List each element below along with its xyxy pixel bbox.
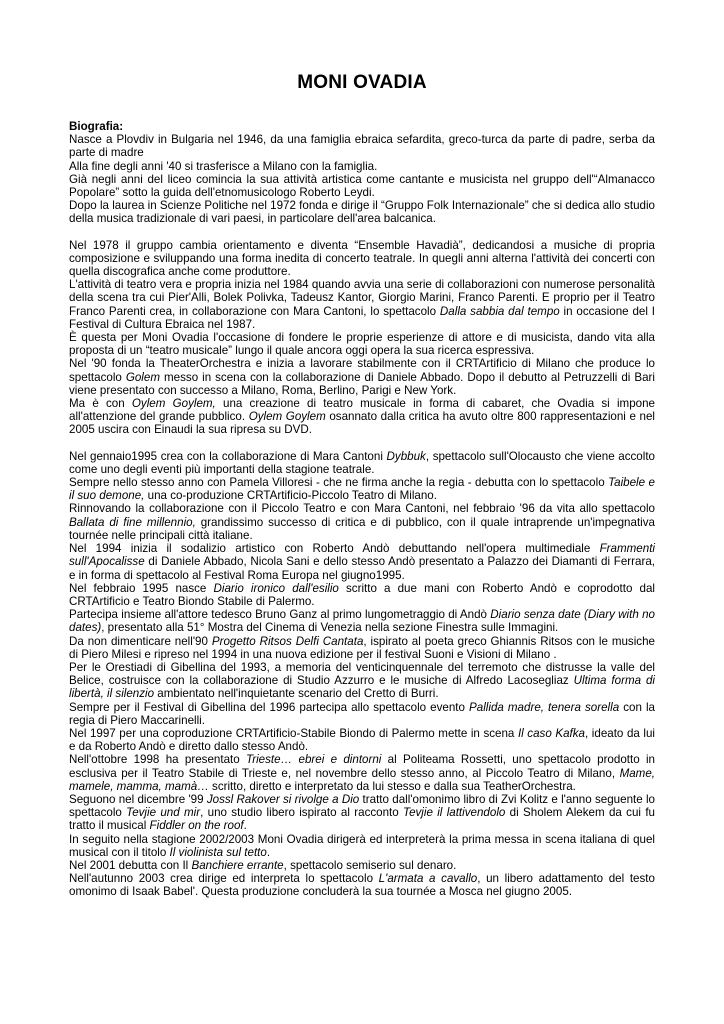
- paragraph: [69, 753, 655, 793]
- italic-title-text: Il violinista sul tetto: [169, 845, 267, 859]
- paragraph: [69, 450, 655, 476]
- italic-title-text: Progetto Ritsos Delfi Cantata: [211, 634, 364, 648]
- paragraph-text: Partecipa insieme all'attore tedesco Bruno Ganz al primo lungometraggio di Andò: [69, 608, 491, 622]
- paragraph-text: Da non dimenticare nell'90: [69, 634, 212, 648]
- paragraph: [69, 357, 655, 397]
- paragraph-text: scritto a due mani con Roberto Andò e coprodotto dal CRTArtificio e Teatro Biondo Stabile di Palermo.: [69, 581, 655, 608]
- paragraph-text: Nel febbraio 1995 nasce: [69, 581, 214, 595]
- paragraph-text: , ispirato al poeta greco Ghiannis Ritsos con le musiche di Piero Milesi e ripreso nel 1994 in una nuova edizione per il festival Suoni e Visioni di Milano .: [69, 634, 655, 661]
- paragraph: [69, 173, 655, 199]
- paragraph: [69, 239, 655, 279]
- paragraph-text: Rinnovando la collaborazione con il Piccolo Teatro e con Mara Cantoni, nel febbraio '96 da vita allo spettacolo: [69, 502, 655, 516]
- italic-title-text: Tevjie und mir: [126, 806, 201, 820]
- paragraph-text: Nel '90 fonda la TheaterOrchestra e inizia a lavorare stabilmente con il CRTArtificio di Milano che produce lo spettacolo: [69, 357, 655, 384]
- paragraph: [69, 859, 655, 872]
- italic-title-text: Tevjie il lattivendolo: [403, 806, 506, 820]
- italic-title-text: Frammenti sull'Apocalisse: [69, 542, 655, 569]
- paragraph-spacer: [69, 226, 655, 239]
- italic-title-text: Taibele e il suo demone,: [69, 476, 655, 503]
- paragraph-text: Nasce a Plovdiv in Bulgaria nel 1946, da una famiglia ebraica sefardita, greco-turca da parte di padre, serba da parte di madre: [69, 133, 655, 160]
- paragraph: [69, 833, 655, 859]
- paragraph-text: scritto, diretto e interpretato da lui stesso e dalla sua TeatherOrchestra.: [208, 779, 576, 793]
- paragraph-text: Ma è con: [69, 397, 132, 411]
- paragraph-text: Nel 1978 il gruppo cambia orientamento e diventa “Ensemble Havadià”, dedicandosi a musiche di propria composizione e sviluppando una forma inedita di concerto teatrale. In quegli anni alterna l'attività dei concerti con quella discografica anche come produttore.: [69, 238, 655, 279]
- italic-title-text: Diario ironico dall'esilio: [213, 581, 339, 595]
- italic-title-text: Ultima forma di libertà, il silenzio: [69, 674, 656, 701]
- paragraph-text: Dopo la laurea in Scienze Politiche nel 1972 fonda e dirige il “Gruppo Folk Internazionale” che si dedica allo studio della musica tradizionale di vari paesi, in particolare dell'area balcanica.: [69, 199, 655, 226]
- paragraph-text: Nel 1997 per una coproduzione CRTArtificio-Stabile Biondo di Palermo mette in scena: [69, 726, 518, 740]
- paragraph: [69, 476, 655, 502]
- paragraph-text: Nell'autunno 2003 crea dirige ed interpreta lo spettacolo: [69, 872, 379, 886]
- paragraph: [69, 872, 655, 898]
- paragraph: [69, 582, 655, 608]
- paragraph-text: in occasione del I Festival di Cultura Ebraica nel 1987.: [69, 304, 655, 331]
- paragraph-text: , presentato alla 51° Mostra del Cinema di Venezia nella sezione Finestra sulle Immagini.: [101, 621, 559, 635]
- italic-title-text: Golem: [125, 370, 160, 384]
- paragraph-text: Sempre per il Festival di Gibellina del 1996 partecipa allo spettacolo evento: [69, 700, 470, 714]
- paragraph: [69, 661, 655, 701]
- document-body: [69, 120, 655, 899]
- paragraph-text: È questa per Moni Ovadia l'occasione di fondere le proprie esperienze di attore e di musicista, dando vita alla proposta di un “teatro musicale” lungo il quale ancora oggi opera la sua ricerca espressiva.: [69, 331, 655, 358]
- paragraph-text: Nel gennaio1995 crea con la collaborazione di Mara Cantoni: [69, 449, 387, 463]
- document-title: MONI OVADIA: [297, 72, 427, 93]
- paragraph-text: , uno studio libero ispirato al racconto: [200, 806, 404, 820]
- paragraph: [69, 727, 655, 753]
- paragraph-text: una co-produzione CRTArtificio-Piccolo Teatro di Milano.: [144, 489, 437, 503]
- paragraph-text: di Sholem Alekem da cui fu tratto il musical: [69, 806, 655, 833]
- paragraph-text: , ideato da lui e da Roberto Andò e diretto dallo stesso Andò.: [69, 726, 655, 754]
- paragraph: [69, 793, 655, 833]
- paragraph-text: grandissimo successo di critica e di pubblico, con il quale intraprende un'impegnativa tournée nelle principali città italiane.: [69, 515, 655, 542]
- italic-title-text: Banchiere errante: [191, 858, 284, 872]
- paragraph: [69, 635, 655, 661]
- paragraph-text: Già negli anni del liceo comincia la sua attività artistica come cantante e musicista nel gruppo dell'“Almanacco Popolare” sotto la guida dell'etnomusicologo Roberto Leydi.: [69, 172, 655, 200]
- paragraph-text: In seguito nella stagione 2002/2003 Moni Ovadia dirigerà ed interpreterà la prima messa in scena italiana di quel musical con il titolo: [69, 832, 655, 859]
- paragraph-text: messo in scena con la collaborazione di Daniele Abbado. Dopo il debutto al Petruzzelli di Bari viene presentato con successo a Milano, Roma, Berlino, Parigi e New York.: [69, 370, 655, 397]
- italic-title-text: Pallida madre, tenera sorella: [469, 700, 620, 714]
- paragraph-text: con la regia di Piero Maccarinelli.: [69, 700, 655, 727]
- italic-title-text: Mame, mamele, mamma, mamà…: [69, 766, 655, 793]
- paragraph-text: Seguono nel dicembre '99: [69, 792, 207, 806]
- paragraph-text: tratto dall'omonimo libro di Zvi Kolitz e l'anno seguente lo spettacolo: [69, 792, 655, 820]
- italic-title-text: L'armata a cavallo: [378, 872, 478, 886]
- paragraph: [69, 701, 655, 727]
- paragraph: [69, 133, 655, 159]
- paragraph: [69, 608, 655, 634]
- paragraph-text: , un libero adattamento del testo omonimo di Isaak Babel'. Questa produzione concluderà la sua tournée a Mosca nel giugno 2005.: [69, 872, 655, 899]
- italic-title-text: Jossl Rakover si rivolge a Dio: [206, 792, 360, 806]
- paragraph-text: , spettacolo semiserio sul denaro.: [283, 858, 457, 872]
- paragraph-text: una creazione di teatro musicale in forma di cabaret, che Ovadia si impone all'attenzione del grande pubblico.: [69, 397, 655, 424]
- italic-title-text: Il caso Kafka: [517, 726, 586, 740]
- paragraph-text: ambientato nell'inquietante scenario del Cretto di Burri.: [154, 687, 439, 701]
- italic-title-text: Oylem Goylem,: [131, 397, 216, 411]
- paragraph-text: .: [243, 819, 247, 833]
- paragraph-text: L'attività di teatro vera e propria inizia nel 1984 quando avvia una serie di collaborazioni con numerose personalità della scena tra cui Pier'Alli, Bolek Polivka, Tadeusz Kantor, Giorgio Marini, Franco Parenti. E proprio per il Teatro Franco Parenti crea, in collaborazione con Mara Cantoni, lo spettacolo: [69, 278, 655, 318]
- paragraph: [69, 160, 655, 173]
- paragraph-text: Alla fine degli anni '40 si trasferisce a Milano con la famiglia.: [69, 159, 378, 173]
- paragraph: [69, 331, 655, 357]
- italic-title-text: Ballata di fine millennio,: [69, 515, 196, 529]
- italic-title-text: Fiddler on the roof: [149, 819, 244, 833]
- paragraph-text: al Politeama Rossetti, uno spettacolo prodotto in esclusiva per il Teatro Stabile di Trieste e, nel novembre dello stesso anno, al Piccolo Teatro di Milano,: [69, 753, 655, 780]
- section-heading: Biografia:: [69, 120, 124, 133]
- paragraph-text: Nell'ottobre 1998 ha presentato: [69, 753, 247, 767]
- italic-title-text: Diario senza date (Diary with no dates): [69, 608, 655, 635]
- paragraph: [69, 542, 655, 582]
- paragraph-text: osannato dalla critica ha avuto oltre 800 rappresentazioni e nel 2005 uscira con Einaudi la sua ripresa su DVD.: [69, 410, 656, 437]
- paragraph: [69, 278, 655, 331]
- paragraph-text: , spettacolo sull'Olocausto che viene accolto come uno degli eventi più importanti della stagione teatrale.: [69, 449, 656, 476]
- paragraph-text: Nel 2001 debutta con Il: [69, 858, 192, 872]
- paragraph: [69, 502, 655, 542]
- paragraph-text: di Daniele Abbado, Nicola Sani e dello stesso Andò presentato a Palazzo dei Diamanti di Ferrara, e in forma di spettacolo al Festival Roma Europa nel giugno1995.: [69, 555, 655, 582]
- paragraph-spacer: [69, 437, 655, 450]
- italic-title-text: Trieste… ebrei e dintorni: [246, 753, 382, 767]
- paragraph-text: Per le Orestiadi di Gibellina del 1993, a memoria del venticinquennale del terremoto che distrusse la valle del Belice, costruisce con la collaborazione di Studio Azzurro e le musiche di Alfredo Lacosegliaz: [69, 660, 655, 688]
- paragraph-text: Sempre nello stesso anno con Pamela Villoresi - che ne firma anche la regia - debutta con lo spettacolo: [69, 476, 609, 490]
- paragraph-text: .: [266, 845, 271, 859]
- italic-title-text: Oylem Goylem: [248, 410, 326, 424]
- paragraph: [69, 199, 655, 225]
- paragraph-text: Nel 1994 inizia il sodalizio artistico con Roberto Andò debuttando nell'opera multimediale: [69, 542, 600, 556]
- paragraph: [69, 397, 655, 437]
- italic-title-text: Dalla sabbia dal tempo: [439, 304, 560, 318]
- italic-title-text: Dybbuk: [386, 449, 426, 463]
